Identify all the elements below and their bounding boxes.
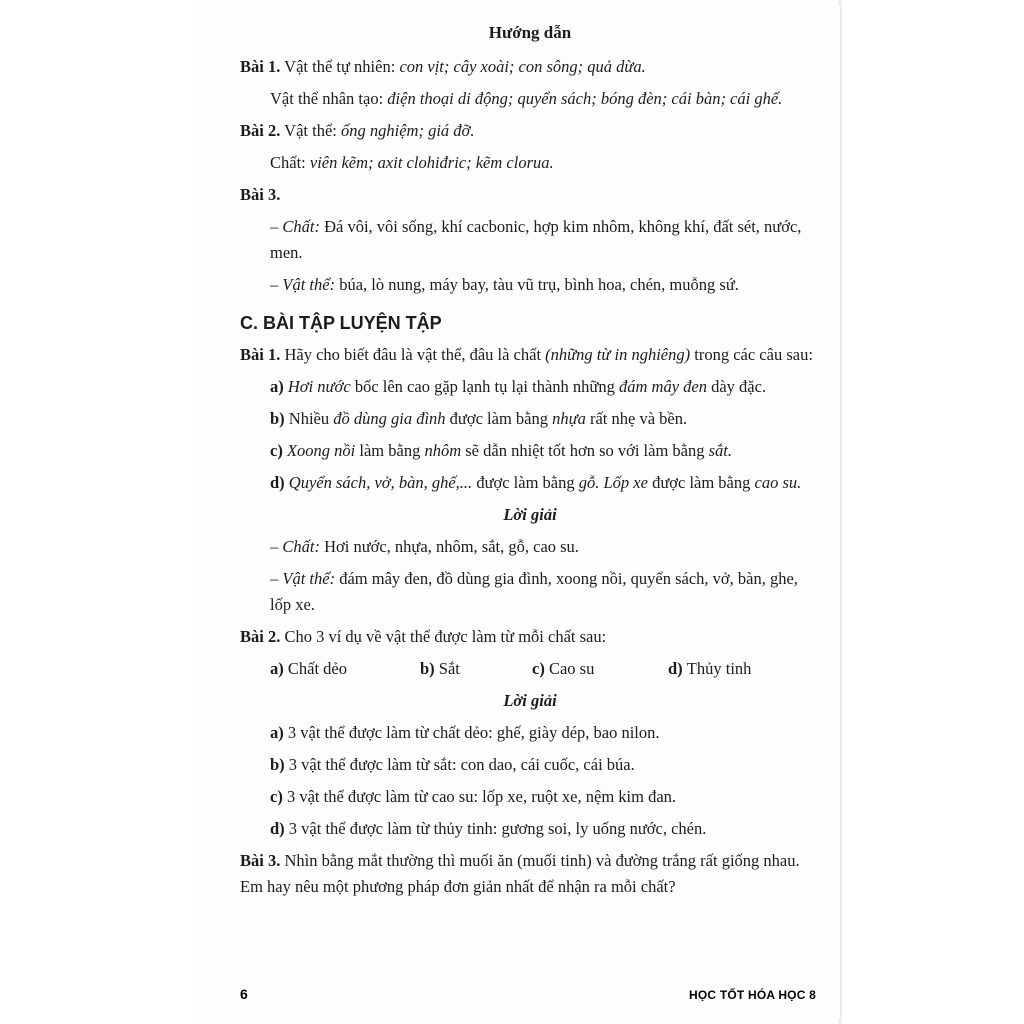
item-text: được làm bằng [652,473,751,492]
option-label: a) [270,659,284,678]
label-text: – Vật thể: [270,569,336,588]
item-label: a) [270,377,284,396]
exercise-1-solution-substances [240,534,820,560]
section-heading: C. BÀI TẬP LUYỆN TẬP [240,313,442,333]
answer-text: ống nghiệm; giá đỡ. [341,121,475,140]
italic-term: Quyển sách, vở, bàn, ghế,... [288,473,473,492]
solution-title: Lời giải [503,505,557,524]
label-text: – Chất: [270,537,320,556]
exercise-label: Bài 1. [240,57,281,76]
answer-text: 3 vật thể được làm từ sắt: con dao, cái cuốc, cái búa. [288,755,635,774]
guide-bai-3-objects [240,272,820,298]
exercise-2-answer-c [240,784,820,810]
option-label: b) [420,659,435,678]
label-text: – Chất: [270,217,320,236]
item-text: được làm bằng [476,473,575,492]
exercise-3-question [240,848,820,900]
item-text: sẽ dẫn nhiệt tốt hơn so với làm bằng [465,441,705,460]
option-text: Sắt [438,659,460,678]
exercise-2-answer-a [240,720,820,746]
option-b [420,656,532,682]
question-italic: (những từ in nghiêng) [545,345,691,364]
guide-bai-3-substances [240,214,820,266]
answer-text: 3 vật thể được làm từ thủy tinh: gương soi, ly uống nước, chén. [288,819,707,838]
option-label: c) [532,659,545,678]
question-text: Cho 3 ví dụ về vật thể được làm từ mỗi chất sau: [284,627,607,646]
option-d [668,656,751,682]
guide-bai-3 [240,182,820,208]
item-label: b) [270,755,285,774]
item-label: d) [270,473,285,492]
answer-text: viên kẽm; axit clohiđric; kẽm clorua. [309,153,554,172]
italic-term: Xoong nồi [286,441,356,460]
item-text: bốc lên cao gặp lạnh tụ lại thành những [354,377,615,396]
page-number: 6 [240,986,248,1002]
item-text: được làm bằng [449,409,548,428]
answer-text: 3 vật thể được làm từ chất dẻo: ghế, giày dép, bao nilon. [287,723,660,742]
exercise-1-item-d [240,470,820,496]
book-title: HỌC TỐT HÓA HỌC 8 [689,988,816,1002]
item-label: c) [270,441,283,460]
book-page [192,6,841,1018]
exercise-label: Bài 3. [240,185,281,204]
exercise-1-solution-objects [240,566,820,618]
item-text: dày đặc. [711,377,767,396]
label-text: Vật thể nhân tạo: [270,89,384,108]
exercise-1-item-c [240,438,820,464]
answer-text: đám mây đen, đồ dùng gia đình, xoong nồi, quyển sách, vở, bàn, ghe, lốp xe. [270,569,798,614]
exercise-label: Bài 2. [240,627,281,646]
exercise-2-question [240,624,820,650]
item-text: rất nhẹ và bền. [589,409,688,428]
answer-text: con vịt; cây xoài; con sông; quả dừa. [399,57,646,76]
exercise-1-item-b [240,406,820,432]
item-label: c) [270,787,283,806]
option-text: Cao su [548,659,595,678]
guide-bai-2-substances [240,150,820,176]
exercise-label: Bài 1. [240,345,281,364]
italic-term: Hơi nước [287,377,351,396]
exercise-1-item-a [240,374,820,400]
guide-bai-1-artificial [240,86,820,112]
exercise-2-answer-b [240,752,820,778]
answer-text: Đá vôi, vôi sống, khí cacbonic, hợp kim nhôm, không khí, đất sét, nước, men. [270,217,802,262]
exercise-1-question [240,342,820,368]
italic-term: nhôm [424,441,462,460]
page-content [240,20,820,906]
label-text: – Vật thể: [270,275,336,294]
option-a [270,656,420,682]
option-label: d) [668,659,683,678]
exercise-label: Bài 2. [240,121,281,140]
item-text: Nhiều [288,409,330,428]
option-c [532,656,668,682]
exercise-2-options [240,656,820,682]
answer-text: búa, lò nung, máy bay, tàu vũ trụ, bình hoa, chén, muỗng sứ. [339,275,739,294]
answer-text: 3 vật thể được làm từ cao su: lốp xe, ruột xe, nệm kim đan. [286,787,677,806]
italic-term: đồ dùng gia đình [333,409,446,428]
guide-bai-2 [240,118,820,144]
italic-term: nhựa [552,409,586,428]
question-text: Nhìn bằng mắt thường thì muối ăn (muối tinh) và đường trắng rất giống nhau. Em hay nêu một phương pháp đơn giản nhất để nhận ra mỗi chất? [240,851,800,896]
answer-text: điện thoại di động; quyển sách; bóng đèn; cái bàn; cái ghế. [387,89,783,108]
item-text: làm bằng [359,441,421,460]
italic-term: cao su. [754,473,802,492]
page-footer [240,986,816,1002]
option-text: Thủy tinh [686,659,752,678]
answer-text: Hơi nước, nhựa, nhôm, sắt, gỗ, cao su. [324,537,579,556]
question-text: trong các câu sau: [694,345,813,364]
italic-term: đám mây đen [618,377,707,396]
label-text: Chất: [270,153,306,172]
italic-term: gỗ. Lốp xe [578,473,648,492]
exercise-2-answer-d [240,816,820,842]
item-label: d) [270,819,285,838]
question-text: Hãy cho biết đâu là vật thể, đâu là chất [284,345,542,364]
option-text: Chất dẻo [287,659,347,678]
label-text: Vật thể: [284,121,337,140]
solution-title: Lời giải [503,691,557,710]
guide-bai-1 [240,54,820,80]
italic-term: sắt. [708,441,733,460]
label-text: Vật thể tự nhiên: [284,57,396,76]
page-title: Hướng dẫn [488,23,572,42]
exercise-label: Bài 3. [240,851,281,870]
item-label: b) [270,409,285,428]
item-label: a) [270,723,284,742]
